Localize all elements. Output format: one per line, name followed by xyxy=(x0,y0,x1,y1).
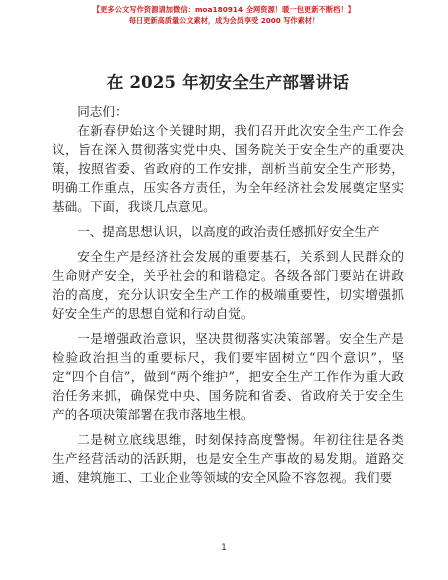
intro-paragraph: 在新春伊始这个关键时期，我们召开此次安全生产工作会议，旨在深入贯彻落实党中央、国务院关于安全生产的重要决策，按照省委、省政府的工作安排，剖析当前安全生产形势，明确工作重点，压实各方责任，为全年经济社会发展奠定坚实基础。下面，我谈几点意见。 xyxy=(52,122,404,214)
promo-banner-line-1: 【更多公文写作资源请加微信：moa180914 全网资源！暖一包更新不断档！】 xyxy=(92,5,356,14)
document-body xyxy=(52,73,404,493)
page-number: 1 xyxy=(221,543,227,553)
body-paragraph: 安全生产是经济社会发展的重要基石，关系到人民群众的生命财产安全，关乎社会的和谐稳定。各级各部门要站在讲政治的高度，充分认识安全生产工作的极端重要性，切实增强抓好安全生产的思想自觉和行动自觉。 xyxy=(52,248,404,321)
section-heading: 一、提高思想认识，以高度的政治责任感抓好安全生产 xyxy=(77,223,380,239)
body-paragraph: 二是树立底线思维，时刻保持高度警惕。年初往往是各类生产经营活动的活跃期，也是安全生产事故的易发期。道路交通、建筑施工、工业企业等领域的安全风险不容忽视。我们要 xyxy=(52,431,404,485)
promo-banner-line-2: 每日更新高质量公文素材，成为会员享受 2000 写作素材！ xyxy=(128,15,320,25)
body-paragraph: 一是增强政治意识，坚决贯彻落实决策部署。安全生产是检验政治担当的重要标尺，我们要牢固树立“四个意识”，坚定“四个自信”，做到“两个维护”，把安全生产工作作为重大政治任务来抓，确保党中央、国务院和省委、省政府关于安全生产的各项决策部署在我市落地生根。 xyxy=(52,330,404,422)
document-title: 在 2025 年初安全生产部署讲话 xyxy=(106,73,350,92)
salutation: 同志们： xyxy=(77,103,128,119)
promo-banner xyxy=(0,6,448,25)
paragraph-list xyxy=(52,121,404,487)
